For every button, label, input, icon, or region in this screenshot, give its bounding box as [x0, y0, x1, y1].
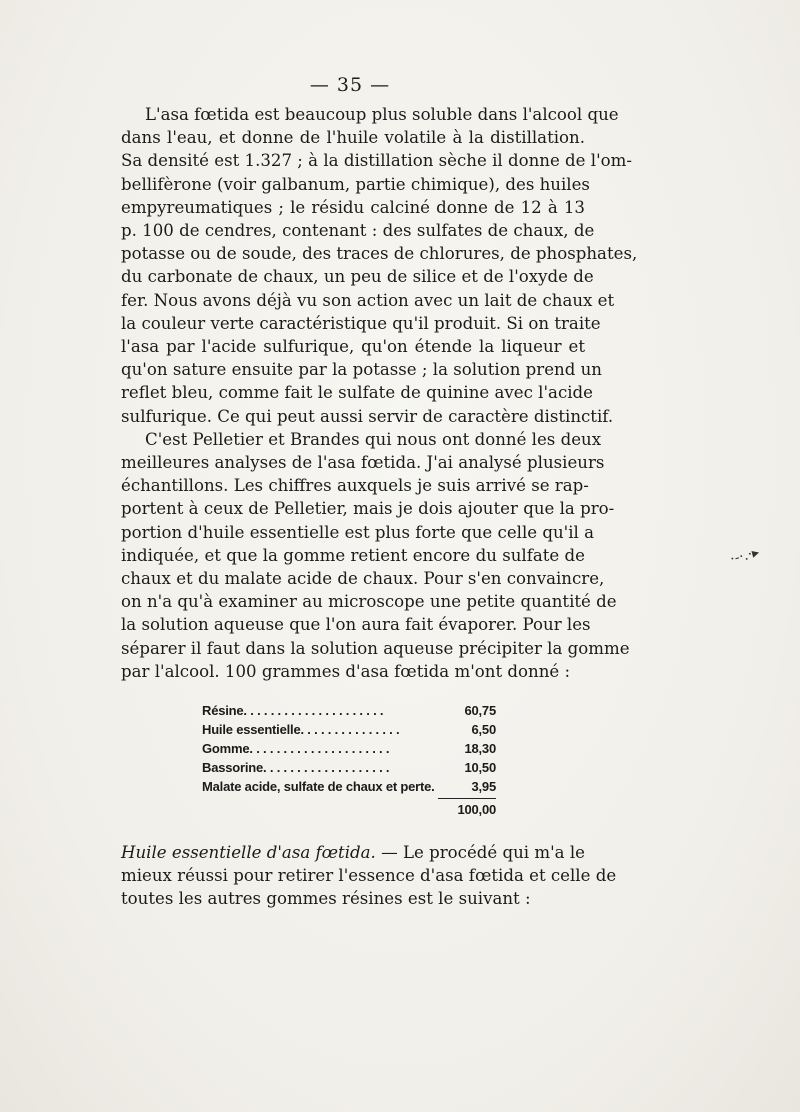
paragraph-density: [121, 103, 638, 428]
text-line: par l'alcool. 100 grammes d'asa fœtida m'ont donné :: [121, 661, 571, 681]
analysis-label: Gomme. . . . . . . . . . . . . . . . . . . . .: [202, 741, 390, 756]
section-essential-oil: [121, 841, 617, 911]
text-line: échantillons. Les chiffres auxquels je suis arrivé se rap-: [121, 476, 589, 496]
analysis-total: 100,00: [457, 802, 496, 817]
text-line: L'asa fœtida est beaucoup plus soluble dans l'alcool que: [145, 105, 619, 124]
text-line: Sa densité est 1.327 ; à la distillation sèche il donne de l'om-: [121, 151, 632, 171]
text-line: potasse ou de soude, des traces de chlorures, de phosphates,: [121, 244, 638, 264]
analysis-value: 18,30: [464, 741, 496, 756]
paragraph-analyses: [121, 428, 630, 683]
text-line: portion d'huile essentielle est plus forte que celle qu'il a: [121, 522, 594, 542]
text-line: qu'on sature ensuite par la potasse ; la solution prend un: [121, 360, 602, 380]
text-line: toutes les autres gommes résines est le suivant :: [121, 889, 531, 909]
analysis-row: [202, 720, 496, 739]
text-line: on n'a qu'à examiner au microscope une petite quantité de: [121, 592, 617, 612]
analysis-row: [202, 701, 496, 720]
text-line: mieux réussi pour retirer l'essence d'asa fœtida et celle de: [121, 866, 617, 886]
text-line: fer. Nous avons déjà vu son action avec un lait de chaux et: [121, 290, 615, 310]
analysis-value: 10,50: [464, 760, 496, 775]
analysis-table: [202, 701, 496, 819]
text-line: séparer il faut dans la solution aqueuse précipiter la gomme: [121, 638, 630, 658]
text-line: portent à ceux de Pelletier, mais je dois ajouter que la pro-: [121, 499, 615, 519]
text-line: reflet bleu, comme fait le sulfate de quinine avec l'acide: [121, 383, 593, 403]
analysis-label: Huile essentielle. . . . . . . . . . . . . . .: [202, 722, 400, 737]
text-line: bellifèrone (voir galbanum, partie chimique), des huiles: [121, 174, 590, 194]
total-rule: [438, 798, 496, 799]
body-text: [121, 103, 638, 683]
text-line: la solution aqueuse que l'on aura fait évaporer. Pour les: [121, 615, 591, 635]
section-first-line-rest: — Le procédé qui m'a le: [375, 843, 585, 862]
text-line: chaux et du malate acide de chaux. Pour s'en convaincre,: [121, 569, 605, 589]
text-line: du carbonate de chaux, un peu de silice et de l'oxyde de: [121, 267, 594, 287]
text-line: empyreumatiques ; le résidu calciné donne de 12 à 13: [121, 197, 585, 217]
section-title: Huile essentielle d'asa fœtida.: [121, 843, 376, 862]
section-first-line: [121, 841, 585, 864]
text-line: l'asa par l'acide sulfurique, qu'on étende la liqueur et: [121, 337, 585, 357]
analysis-label: Résine. . . . . . . . . . . . . . . . . . . . .: [202, 703, 384, 718]
text-line: indiquée, et que la gomme retient encore du sulfate de: [121, 545, 585, 565]
text-line: C'est Pelletier et Brandes qui nous ont donné les deux: [145, 429, 602, 449]
analysis-value: 60,75: [464, 703, 496, 718]
text-line: la couleur verte caractéristique qu'il produit. Si on traite: [121, 313, 601, 333]
analysis-label: Malate acide, sulfate de chaux et perte.: [202, 779, 435, 794]
analysis-row: [202, 739, 496, 758]
analysis-row: [202, 777, 496, 796]
text-line: dans l'eau, et donne de l'huile volatile à la distillation.: [121, 128, 585, 148]
analysis-value: 6,50: [471, 722, 496, 737]
analysis-row: [202, 758, 496, 777]
page-number: — 35 —: [309, 74, 391, 96]
text-line: meilleures analyses de l'asa fœtida. J'ai analysé plusieurs: [121, 453, 605, 473]
text-line: sulfurique. Ce qui peut aussi servir de caractère distinctif.: [121, 406, 614, 426]
analysis-label: Bassorine. . . . . . . . . . . . . . . . . . .: [202, 760, 390, 775]
ink-speck-decoration: ·-·.·▸: [728, 544, 762, 568]
analysis-value: 3,95: [471, 779, 496, 794]
analysis-total-row: [202, 800, 496, 819]
text-line: p. 100 de cendres, contenant : des sulfates de chaux, de: [121, 221, 595, 241]
